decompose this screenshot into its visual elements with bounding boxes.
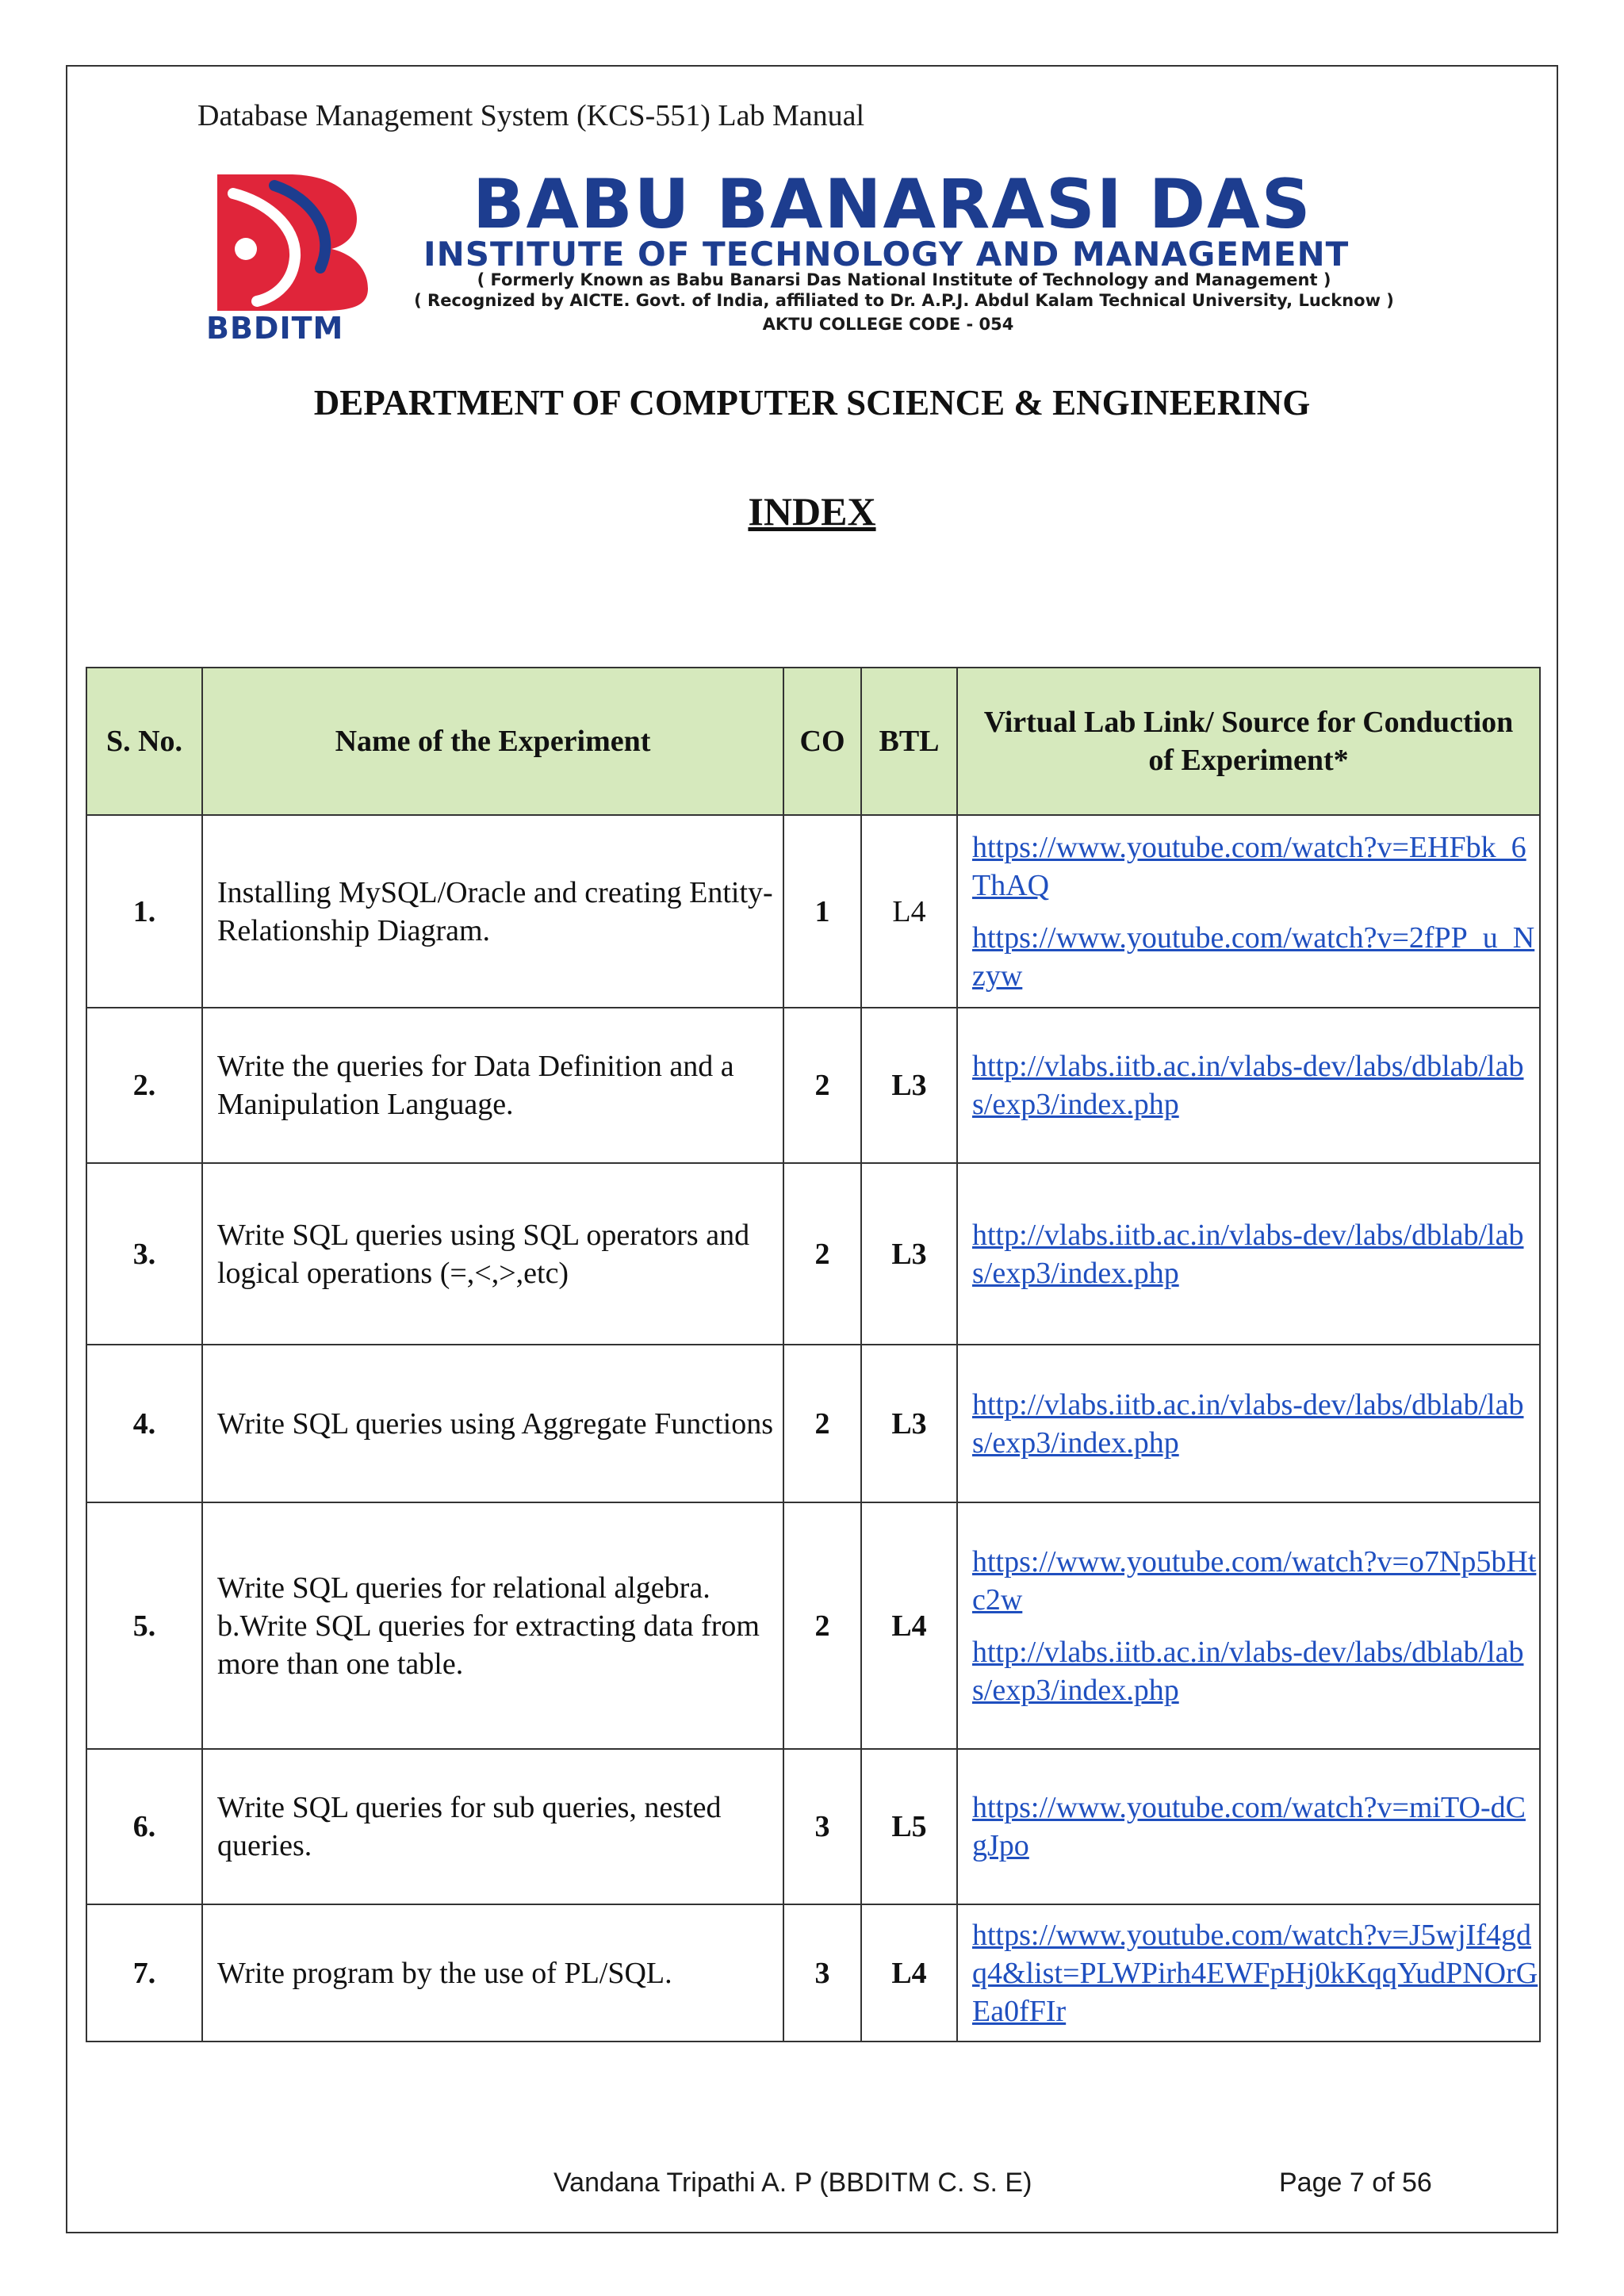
row-co: 1: [783, 815, 861, 1008]
row-links: [957, 1904, 1540, 2042]
running-header: Database Management System (KCS-551) Lab Manual: [197, 99, 865, 132]
row-sno: 4.: [86, 1345, 202, 1502]
row-links: [957, 1345, 1540, 1502]
row-sno: 7.: [86, 1904, 202, 2042]
row-btl: L4: [861, 1904, 957, 2042]
institute-college-code: AKTU COLLEGE CODE - 054: [762, 315, 1014, 334]
row-sno: 2.: [86, 1008, 202, 1163]
row-links: [957, 1163, 1540, 1345]
table-row: [86, 1502, 1540, 1749]
row-sno: 5.: [86, 1502, 202, 1749]
footer-author: Vandana Tripathi A. P (BBDITM C. S. E): [553, 2168, 1032, 2198]
experiment-index-table: [86, 667, 1541, 2042]
row-sno: 3.: [86, 1163, 202, 1345]
column-header-co: CO: [783, 668, 861, 815]
bbd-logo-icon: [201, 170, 381, 312]
institute-formerly: ( Formerly Known as Babu Banarsi Das National Institute of Technology and Management ): [477, 270, 1331, 289]
row-links: [957, 1008, 1540, 1163]
row-experiment-name: Installing MySQL/Oracle and creating Entity-Relationship Diagram.: [202, 815, 783, 1008]
source-link[interactable]: http://vlabs.iitb.ac.in/vlabs-dev/labs/dblab/labs/exp3/index.php: [972, 1635, 1524, 1707]
row-btl: L5: [861, 1749, 957, 1904]
source-link[interactable]: https://www.youtube.com/watch?v=2fPP_u_Nzyw: [972, 920, 1535, 993]
row-co: 3: [783, 1904, 861, 2042]
row-experiment-name: Write SQL queries using SQL operators and logical operations (=,<,>,etc): [202, 1163, 783, 1345]
row-co: 3: [783, 1749, 861, 1904]
row-links: [957, 1749, 1540, 1904]
institute-recognized: ( Recognized by AICTE. Govt. of India, affiliated to Dr. A.P.J. Abdul Kalam Technical University, Lucknow ): [414, 291, 1394, 310]
column-header-btl: BTL: [861, 668, 957, 815]
footer-page-number: Page 7 of 56: [1279, 2168, 1432, 2198]
table-row: [86, 1904, 1540, 2042]
column-header-sno: S. No.: [86, 668, 202, 815]
source-link[interactable]: https://www.youtube.com/watch?v=miTO-dCgJpo: [972, 1791, 1526, 1862]
row-experiment-name: Write the queries for Data Definition and a Manipulation Language.: [202, 1008, 783, 1163]
column-header-name: Name of the Experiment: [202, 668, 783, 815]
table-row: [86, 1008, 1540, 1163]
row-sno: 6.: [86, 1749, 202, 1904]
row-sno: 1.: [86, 815, 202, 1008]
source-link[interactable]: http://vlabs.iitb.ac.in/vlabs-dev/labs/dblab/labs/exp3/index.php: [972, 1050, 1524, 1121]
row-btl: L3: [861, 1163, 957, 1345]
source-link[interactable]: https://www.youtube.com/watch?v=EHFbk_6ThAQ: [972, 830, 1526, 902]
row-co: 2: [783, 1345, 861, 1502]
logo-abbr: BBDITM: [206, 311, 344, 346]
table-header-row: [86, 668, 1540, 815]
row-co: 2: [783, 1502, 861, 1749]
row-co: 2: [783, 1008, 861, 1163]
table-row: [86, 1345, 1540, 1502]
row-btl: L4: [861, 815, 957, 1008]
table-row: [86, 1749, 1540, 1904]
source-link[interactable]: http://vlabs.iitb.ac.in/vlabs-dev/labs/dblab/labs/exp3/index.php: [972, 1387, 1524, 1460]
institute-logo: [201, 170, 381, 344]
row-btl: L4: [861, 1502, 957, 1749]
institute-subtitle: INSTITUTE OF TECHNOLOGY AND MANAGEMENT: [423, 235, 1350, 274]
row-co: 2: [783, 1163, 861, 1345]
institute-name: BABU BANARASI DAS: [473, 165, 1312, 244]
department-heading: DEPARTMENT OF COMPUTER SCIENCE & ENGINEERING: [313, 383, 1311, 423]
column-header-link: Virtual Lab Link/ Source for Conduction of Experiment*: [957, 668, 1540, 815]
row-btl: L3: [861, 1008, 957, 1163]
row-experiment-name: Write SQL queries for sub queries, nested queries.: [202, 1749, 783, 1904]
source-link[interactable]: https://www.youtube.com/watch?v=J5wjIf4gdq4&list=PLWPirh4EWFpHj0kKqqYudPNOrGEa0fFIr: [972, 1918, 1538, 2028]
row-links: [957, 815, 1540, 1008]
source-link[interactable]: http://vlabs.iitb.ac.in/vlabs-dev/labs/dblab/labs/exp3/index.php: [972, 1218, 1524, 1290]
source-link[interactable]: https://www.youtube.com/watch?v=o7Np5bHtc2w: [972, 1544, 1537, 1617]
table-row: [86, 1163, 1540, 1345]
table-row: [86, 815, 1540, 1008]
row-links: [957, 1502, 1540, 1749]
index-title: INDEX: [748, 489, 876, 534]
row-btl: L3: [861, 1345, 957, 1502]
row-experiment-name: Write SQL queries for relational algebra. b.Write SQL queries for extracting data from more than one table.: [202, 1502, 783, 1749]
row-experiment-name: Write program by the use of PL/SQL.: [202, 1904, 783, 2042]
row-experiment-name: Write SQL queries using Aggregate Functions: [202, 1345, 783, 1502]
